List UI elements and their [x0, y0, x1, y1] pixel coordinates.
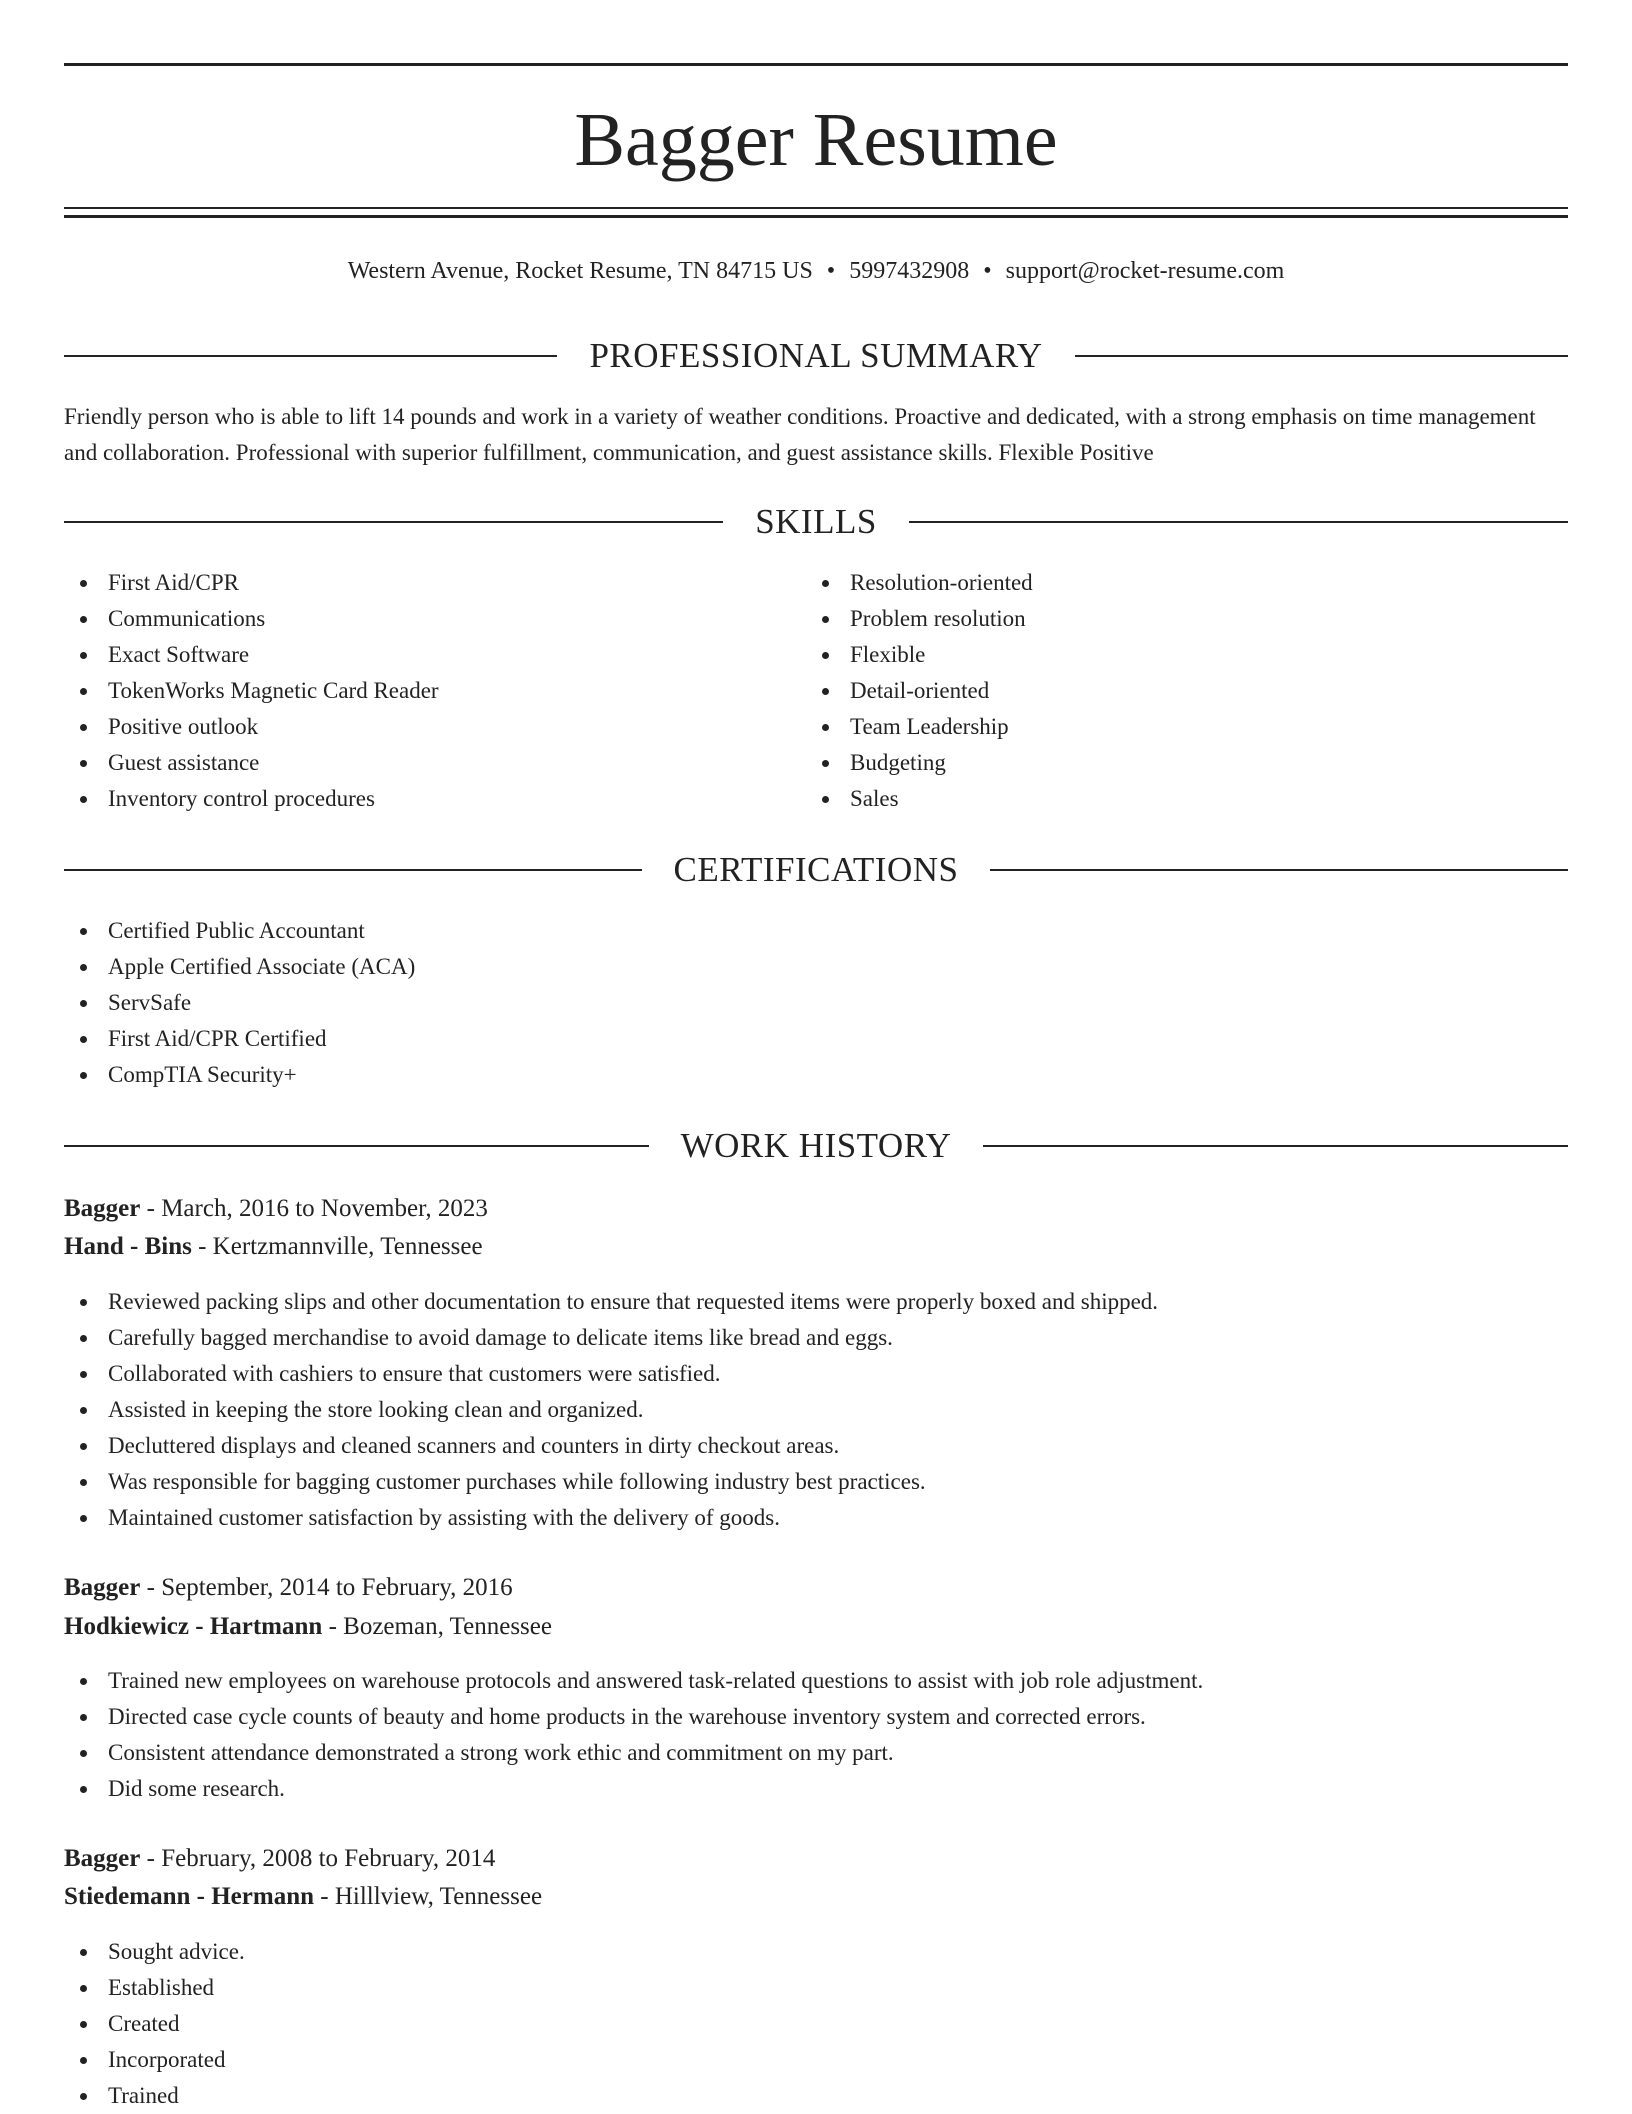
- summary-text: Friendly person who is able to lift 14 pounds and work in a variety of weather conditions. Proactive and dedicated, with a strong emphasis on time management and collaboration. Professional with superior fulfillment, communication, and guest assistance skills. Flexible Positive: [64, 404, 1536, 465]
- certification-item: Apple Certified Associate (ACA): [64, 949, 415, 985]
- heading-rule: [1075, 355, 1568, 357]
- skill-item: Sales: [806, 781, 1033, 817]
- job-bullet: Reviewed packing slips and other documentation to ensure that requested items were properly boxed and shipped.: [64, 1284, 1158, 1320]
- heading-rule: [64, 355, 557, 357]
- job-title: Bagger: [64, 1574, 141, 1601]
- summary-heading-text: PROFESSIONAL SUMMARY: [589, 336, 1043, 375]
- work-history-heading: [64, 1126, 1568, 1166]
- contact-address: Western Avenue, Rocket Resume, TN 84715 US: [347, 258, 813, 284]
- job-bullet: Carefully bagged merchandise to avoid damage to delicate items like bread and eggs.: [64, 1320, 1158, 1356]
- certification-item: Certified Public Accountant: [64, 913, 415, 949]
- job-title-line: [64, 1840, 1568, 1878]
- work-history-heading-text: WORK HISTORY: [680, 1126, 952, 1165]
- certifications-heading-text: CERTIFICATIONS: [673, 850, 959, 889]
- job-title: Bagger: [64, 1845, 141, 1872]
- job-company: Stiedemann - Hermann: [64, 1883, 314, 1910]
- job-title-line: [64, 1190, 1568, 1228]
- job-bullet: Directed case cycle counts of beauty and home products in the warehouse inventory system and corrected errors.: [64, 1699, 1203, 1735]
- job-bullet: Trained new employees on warehouse protocols and answered task-related questions to assist with job role adjustment.: [64, 1663, 1203, 1699]
- contact-separator: •: [983, 258, 992, 284]
- top-rule: [64, 63, 1568, 66]
- skills-list-left: [64, 565, 439, 817]
- certification-item: CompTIA Security+: [64, 1057, 415, 1093]
- job-dates: - February, 2008 to February, 2014: [146, 1845, 496, 1872]
- contact-email: support@rocket-resume.com: [1005, 258, 1285, 284]
- certification-item: ServSafe: [64, 985, 415, 1021]
- job-bullet: Consistent attendance demonstrated a strong work ethic and commitment on my part.: [64, 1735, 1203, 1771]
- job-company: Hand - Bins: [64, 1233, 192, 1260]
- job-bullet: Created: [64, 2006, 245, 2042]
- job-company: Hodkiewicz - Hartmann: [64, 1613, 323, 1640]
- job-company-line: [64, 1608, 1568, 1646]
- contact-separator: •: [826, 258, 836, 284]
- certification-item: First Aid/CPR Certified: [64, 1021, 415, 1057]
- heading-rule: [64, 521, 723, 523]
- job-bullet: Incorporated: [64, 2042, 245, 2078]
- job-title-line: [64, 1569, 1568, 1607]
- job-company-line: [64, 1228, 1568, 1266]
- heading-rule: [990, 869, 1568, 871]
- job-location: - Bozeman, Tennessee: [328, 1613, 552, 1640]
- skill-item: First Aid/CPR: [64, 565, 439, 601]
- job-bullets: [64, 1663, 1203, 1807]
- heading-rule: [909, 521, 1568, 523]
- heading-rule: [983, 1145, 1568, 1147]
- job-location: - Hilllview, Tennessee: [320, 1883, 543, 1910]
- skill-item: Problem resolution: [806, 601, 1033, 637]
- job-bullet: Was responsible for bagging customer purchases while following industry best practices.: [64, 1464, 1158, 1500]
- skill-item: TokenWorks Magnetic Card Reader: [64, 673, 439, 709]
- contact-phone: 5997432908: [849, 258, 970, 284]
- job-bullets: [64, 1934, 245, 2114]
- summary-heading: [64, 336, 1568, 376]
- job-dates: - September, 2014 to February, 2016: [146, 1574, 513, 1601]
- heading-rule: [64, 1145, 649, 1147]
- job-bullets: [64, 1284, 1158, 1536]
- name-double-rule-lower: [64, 215, 1568, 218]
- job-bullet: Maintained customer satisfaction by assisting with the delivery of goods.: [64, 1500, 1158, 1536]
- skill-item: Positive outlook: [64, 709, 439, 745]
- job-title: Bagger: [64, 1195, 141, 1222]
- skill-item: Detail-oriented: [806, 673, 1033, 709]
- job-dates: - March, 2016 to November, 2023: [146, 1195, 488, 1222]
- skill-item: Budgeting: [806, 745, 1033, 781]
- skill-item: Flexible: [806, 637, 1033, 673]
- job-bullet: Sought advice.: [64, 1934, 245, 1970]
- skill-item: Inventory control procedures: [64, 781, 439, 817]
- certifications-list: [64, 913, 415, 1093]
- skill-item: Guest assistance: [64, 745, 439, 781]
- heading-rule: [64, 869, 642, 871]
- contact-line: [64, 253, 1568, 289]
- certifications-heading: [64, 850, 1568, 890]
- job-company-line: [64, 1878, 1568, 1916]
- job-bullet: Assisted in keeping the store looking clean and organized.: [64, 1392, 1158, 1428]
- job-bullet: Decluttered displays and cleaned scanners and counters in dirty checkout areas.: [64, 1428, 1158, 1464]
- job-bullet: Established: [64, 1970, 245, 2006]
- skill-item: Team Leadership: [806, 709, 1033, 745]
- skill-item: Communications: [64, 601, 439, 637]
- skill-item: Exact Software: [64, 637, 439, 673]
- job-bullet: Trained: [64, 2078, 245, 2114]
- skills-heading: [64, 502, 1568, 542]
- name-double-rule-upper: [64, 207, 1568, 209]
- skill-item: Resolution-oriented: [806, 565, 1033, 601]
- skills-list-right: [806, 565, 1033, 817]
- skills-heading-text: SKILLS: [755, 502, 877, 541]
- job-bullet: Did some research.: [64, 1771, 1203, 1807]
- job-location: - Kertzmannville, Tennessee: [198, 1233, 483, 1260]
- resume-name: Bagger Resume: [574, 98, 1058, 182]
- job-bullet: Collaborated with cashiers to ensure that customers were satisfied.: [64, 1356, 1158, 1392]
